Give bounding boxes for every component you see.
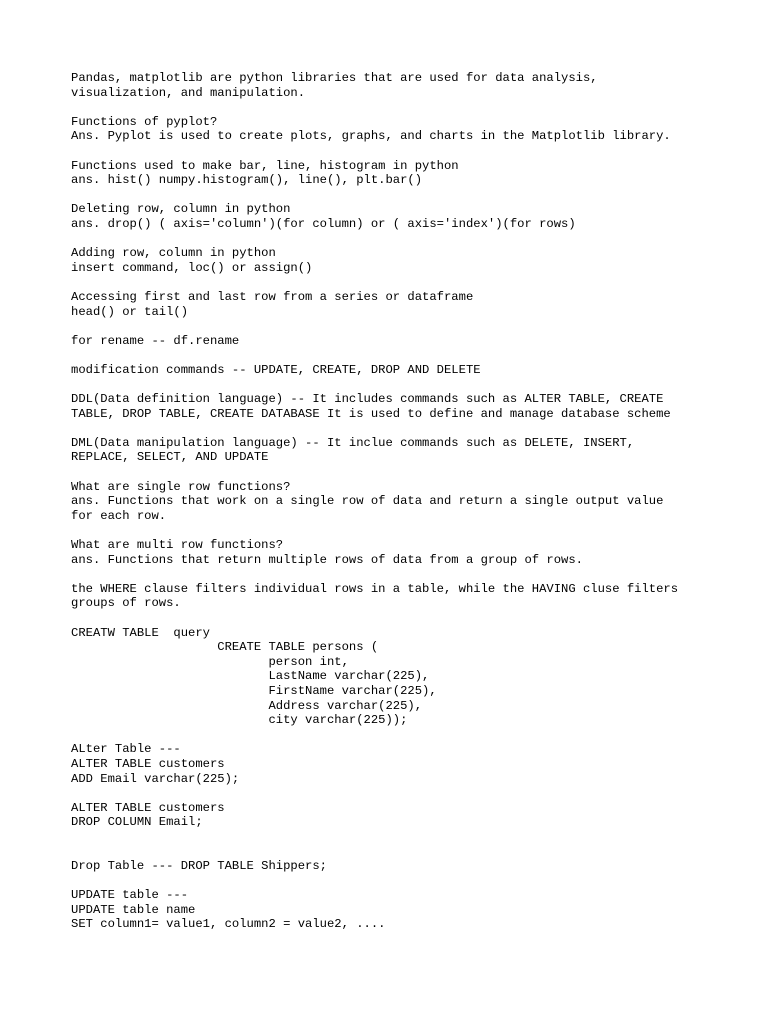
- text-line: TABLE, DROP TABLE, CREATE DATABASE It is used to define and manage database scheme: [71, 406, 671, 421]
- text-line: ALTER TABLE customers: [71, 756, 225, 771]
- text-line: for each row.: [71, 508, 167, 523]
- text-line: ADD Email varchar(225);: [71, 771, 240, 786]
- text-line: ans. hist() numpy.histogram(), line(), plt.bar(): [71, 173, 423, 188]
- text-line: [71, 786, 731, 801]
- text-line: [71, 232, 731, 247]
- text-line: Deleting row, column in python: [71, 202, 291, 217]
- text-line: [71, 100, 731, 115]
- text-line: [71, 874, 731, 889]
- text-line: What are multi row functions?: [71, 538, 284, 552]
- text-line: ALTER TABLE customers: [71, 800, 225, 815]
- text-line: head() or tail(): [71, 304, 189, 319]
- text-line: LastName varchar(225),: [71, 669, 430, 684]
- text-line: ans. drop() ( axis='column')(for column) or ( axis='index')(for rows): [71, 216, 576, 231]
- text-line: Functions of pyplot?: [71, 114, 218, 129]
- text-line: CREATW TABLE query: [71, 625, 210, 640]
- text-line: Drop Table --- DROP TABLE Shippers;: [71, 859, 327, 874]
- text-line: Accessing first and last row from a series or dataframe: [71, 289, 474, 304]
- text-line: [71, 377, 731, 392]
- text-line: [71, 319, 731, 334]
- text-line: [71, 421, 731, 436]
- text-line: [71, 567, 731, 582]
- text-line: [71, 523, 731, 538]
- text-line: [71, 188, 731, 203]
- text-line: DML(Data manipulation language) -- It inclue commands such as DELETE, INSERT,: [71, 435, 635, 450]
- text-line: DROP COLUMN Email;: [71, 815, 203, 830]
- text-line: Address varchar(225),: [71, 698, 423, 713]
- document-body: [71, 71, 731, 932]
- text-line: REPLACE, SELECT, AND UPDATE: [71, 450, 269, 465]
- text-line: [71, 348, 731, 363]
- text-line: UPDATE table name: [71, 902, 196, 917]
- text-line: groups of rows.: [71, 596, 181, 611]
- text-line: DDL(Data definition language) -- It includes commands such as ALTER TABLE, CREATE: [71, 392, 664, 407]
- text-line: [71, 611, 731, 626]
- text-line: FirstName varchar(225),: [71, 683, 437, 698]
- text-line: [71, 465, 731, 480]
- text-line: visualization, and manipulation.: [71, 85, 306, 100]
- text-line: city varchar(225));: [71, 713, 408, 728]
- text-line: ans. Functions that work on a single row of data and return a single output value: [71, 494, 664, 509]
- text-line: Functions used to make bar, line, histogram in python: [71, 158, 459, 173]
- text-line: insert command, loc() or assign(): [71, 260, 313, 275]
- text-line: Pandas, matplotlib are python libraries that are used for data analysis,: [71, 71, 598, 85]
- text-line: UPDATE table ---: [71, 888, 189, 903]
- text-line: [71, 844, 731, 859]
- text-line: Adding row, column in python: [71, 246, 276, 261]
- text-line: What are single row functions?: [71, 479, 291, 494]
- text-line: CREATE TABLE persons (: [71, 640, 379, 655]
- text-line: modification commands -- UPDATE, CREATE, DROP AND DELETE: [71, 362, 481, 377]
- text-line: [71, 144, 731, 159]
- text-line: ALter Table ---: [71, 742, 181, 757]
- text-line: person int,: [71, 654, 349, 669]
- text-line: [71, 275, 731, 290]
- text-line: [71, 728, 731, 743]
- text-line: the WHERE clause filters individual rows in a table, while the HAVING cluse filters: [71, 581, 679, 596]
- text-line: for rename -- df.rename: [71, 333, 240, 348]
- text-line: SET column1= value1, column2 = value2, ....: [71, 917, 386, 932]
- text-line: [71, 830, 731, 845]
- text-line: ans. Functions that return multiple rows of data from a group of rows.: [71, 552, 583, 567]
- text-line: Ans. Pyplot is used to create plots, graphs, and charts in the Matplotlib library.: [71, 129, 671, 144]
